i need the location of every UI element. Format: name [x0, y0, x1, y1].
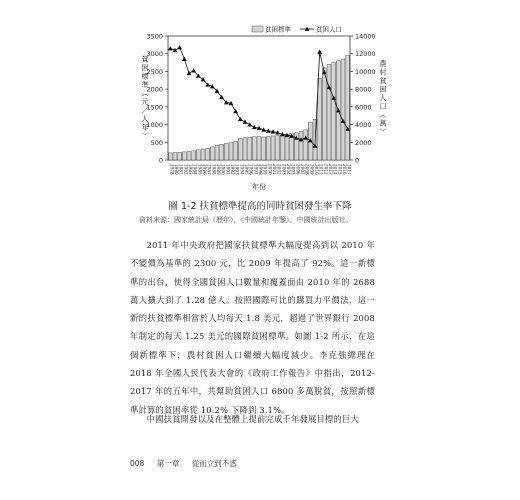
marker-poor-population	[243, 120, 248, 124]
x-tick-label: 2000	[267, 164, 273, 175]
bar-poverty-standard	[224, 143, 228, 160]
right-tick-label: 4000	[355, 121, 372, 130]
x-tick-label: 1995	[244, 164, 249, 175]
bar-poverty-standard	[192, 151, 196, 160]
bar-poverty-standard	[196, 150, 200, 160]
bar-poverty-standard	[168, 153, 172, 160]
bar-poverty-standard	[332, 63, 336, 160]
legend-line-label: 貧困人口	[316, 25, 342, 34]
marker-poor-population	[182, 57, 187, 61]
bar-poverty-standard	[257, 137, 261, 160]
bar-poverty-standard	[215, 145, 219, 160]
paragraph-1-text: 2011 年中央政府把國家扶貧標準大幅度提高到以 2010 年不變價為基準的 2300 元，比 2009 年提高了 92%。這一新標準的出台，使得全國貧困人口數量和覆蓋面由 2010 年的 2688 萬人擴大到了 1.28 億人。按照國際可比的購買力平價法，這一新的扶貧標準相當於人均每天 1.8 美元，超過了世界銀行 2008 年制定的每天 1.25 美元的國際貧困標準。如圖 1-2 所示，在這個新標準下，農村貧困人口繼續大幅度減少。李克強總理在 2018 年全國人民代表大會的《政府工作報告》中指出，2012-2017 年的五年中，共幫助貧困人口 6800 多萬脫貧，按照新標準計算的貧困率從 10.2% 下降到 3.1%。	[130, 240, 375, 415]
right-tick-label: 12000	[355, 50, 376, 59]
right-tick-label: 0	[355, 156, 360, 165]
marker-poor-population	[168, 46, 173, 50]
x-tick-label: 1978	[169, 164, 175, 175]
right-tick-label: 14000	[355, 32, 376, 41]
x-tick-label: 2007	[300, 164, 305, 175]
x-tick-label: 1992	[230, 164, 235, 175]
bar-poverty-standard	[327, 64, 331, 160]
chapter-title: 從而立到不惑	[191, 459, 237, 468]
marker-poor-population	[191, 68, 196, 72]
x-tick-label: 1987	[206, 164, 212, 175]
x-tick-label: 1985	[197, 164, 203, 175]
left-tick-label: 3500	[146, 32, 163, 41]
x-tick-label: 1989	[216, 164, 221, 175]
bar-poverty-standard	[318, 79, 322, 160]
x-tick-label: 1997	[253, 164, 259, 175]
x-tick-label: 2015	[337, 164, 343, 175]
x-tick-label: 2006	[295, 164, 301, 175]
x-tick-label: 1999	[262, 164, 268, 175]
page-footer	[130, 458, 247, 469]
x-tick-label: 1980	[174, 164, 179, 175]
bar-poverty-standard	[262, 137, 266, 160]
bar-poverty-standard	[187, 151, 191, 160]
right-tick-label: 10000	[355, 67, 376, 76]
figure-caption: 圖 1-2 扶貧標準提高的同時貧困發生率下降	[168, 201, 352, 212]
bar-poverty-standard	[322, 68, 326, 160]
bar-poverty-standard	[201, 149, 205, 160]
x-tick-label: 2011	[318, 164, 324, 175]
x-axis-title: 年份	[252, 183, 266, 191]
right-tick-label: 6000	[355, 103, 372, 112]
x-tick-label: 1986	[202, 164, 207, 175]
left-tick-label: 2500	[146, 67, 163, 76]
x-tick-label: 2013	[328, 164, 333, 175]
marker-poor-population	[317, 50, 322, 54]
x-tick-label: 1983	[188, 164, 193, 175]
bar-poverty-standard	[229, 143, 233, 160]
x-tick-label: 2004	[286, 164, 291, 175]
paragraph-1	[130, 236, 375, 419]
bar-poverty-standard	[346, 55, 350, 160]
left-tick-label: 500	[150, 138, 163, 147]
marker-poor-population	[177, 45, 182, 49]
x-tick-label: 2005	[290, 164, 296, 175]
left-tick-label: 1000	[146, 121, 163, 130]
bar-poverty-standard	[304, 130, 308, 160]
left-tick-label: 2000	[146, 85, 163, 94]
left-tick-label: 1500	[146, 103, 163, 112]
bar-poverty-standard	[173, 153, 177, 160]
bar-poverty-standard	[266, 137, 270, 160]
x-tick-label: 1994	[239, 164, 245, 175]
x-tick-label: 2008	[304, 164, 310, 175]
marker-poor-population	[238, 117, 243, 121]
x-tick-label: 1984	[192, 164, 198, 175]
bar-poverty-standard	[276, 136, 280, 160]
poverty-chart	[0, 0, 520, 200]
x-tick-label: 2003	[281, 164, 287, 175]
bar-poverty-standard	[341, 59, 345, 160]
bar-poverty-standard	[220, 144, 224, 160]
bar-poverty-standard	[280, 135, 284, 160]
page-number: 008	[130, 459, 145, 468]
bar-poverty-standard	[252, 137, 256, 160]
right-axis-title: 農村貧困人口（萬）	[379, 59, 387, 137]
x-tick-label: 1988	[211, 164, 217, 175]
paragraph-2	[130, 410, 375, 428]
marker-poor-population	[233, 109, 238, 113]
right-tick-label: 8000	[355, 85, 372, 94]
x-tick-label: 2001	[272, 164, 277, 175]
x-tick-label: 2010	[314, 164, 319, 175]
x-tick-label: 2017	[346, 164, 352, 175]
x-tick-label: 1998	[258, 164, 263, 175]
bar-poverty-standard	[238, 138, 242, 160]
left-axis-title: 貧困標準（元／人年）	[141, 55, 149, 141]
x-tick-label: 2014	[332, 164, 338, 175]
x-tick-label: 2002	[276, 164, 282, 175]
x-tick-label: 2009	[309, 164, 315, 175]
bar-poverty-standard	[210, 147, 214, 160]
chapter-label: 第一章	[156, 459, 180, 468]
x-tick-label: 1990	[220, 164, 226, 175]
bar-poverty-standard	[243, 138, 247, 160]
bar-poverty-standard	[182, 152, 186, 160]
right-tick-label: 2000	[355, 138, 372, 147]
x-tick-label: 2012	[323, 164, 329, 175]
bar-poverty-standard	[206, 148, 210, 160]
x-tick-label: 2016	[342, 164, 347, 175]
marker-poor-population	[187, 71, 192, 75]
bar-poverty-standard	[299, 132, 303, 160]
x-tick-label: 1993	[234, 164, 240, 175]
x-tick-label: 1982	[183, 164, 189, 175]
x-tick-label: 1996	[248, 164, 254, 175]
marker-poor-population	[247, 122, 252, 126]
marker-poor-population	[252, 125, 257, 129]
x-tick-label: 1981	[178, 164, 184, 175]
left-tick-label: 3000	[146, 50, 163, 59]
bar-poverty-standard	[234, 141, 238, 160]
bar-poverty-standard	[271, 136, 275, 160]
figure-source: 資料來源：國家統計局（歷年），《中國統計年鑒》。中國統計出版社。	[139, 216, 353, 224]
paragraph-2-text: 中國扶貧開發以及在整體上提前完成千年發展目標的巨大	[146, 414, 360, 424]
legend-bar-swatch	[252, 26, 263, 32]
left-tick-label: 0	[158, 156, 163, 165]
x-tick-label: 1991	[225, 164, 231, 175]
bar-poverty-standard	[178, 152, 182, 160]
legend-bar-label: 貧困標準	[265, 25, 291, 34]
bar-poverty-standard	[285, 134, 289, 160]
bar-poverty-standard	[248, 137, 252, 160]
